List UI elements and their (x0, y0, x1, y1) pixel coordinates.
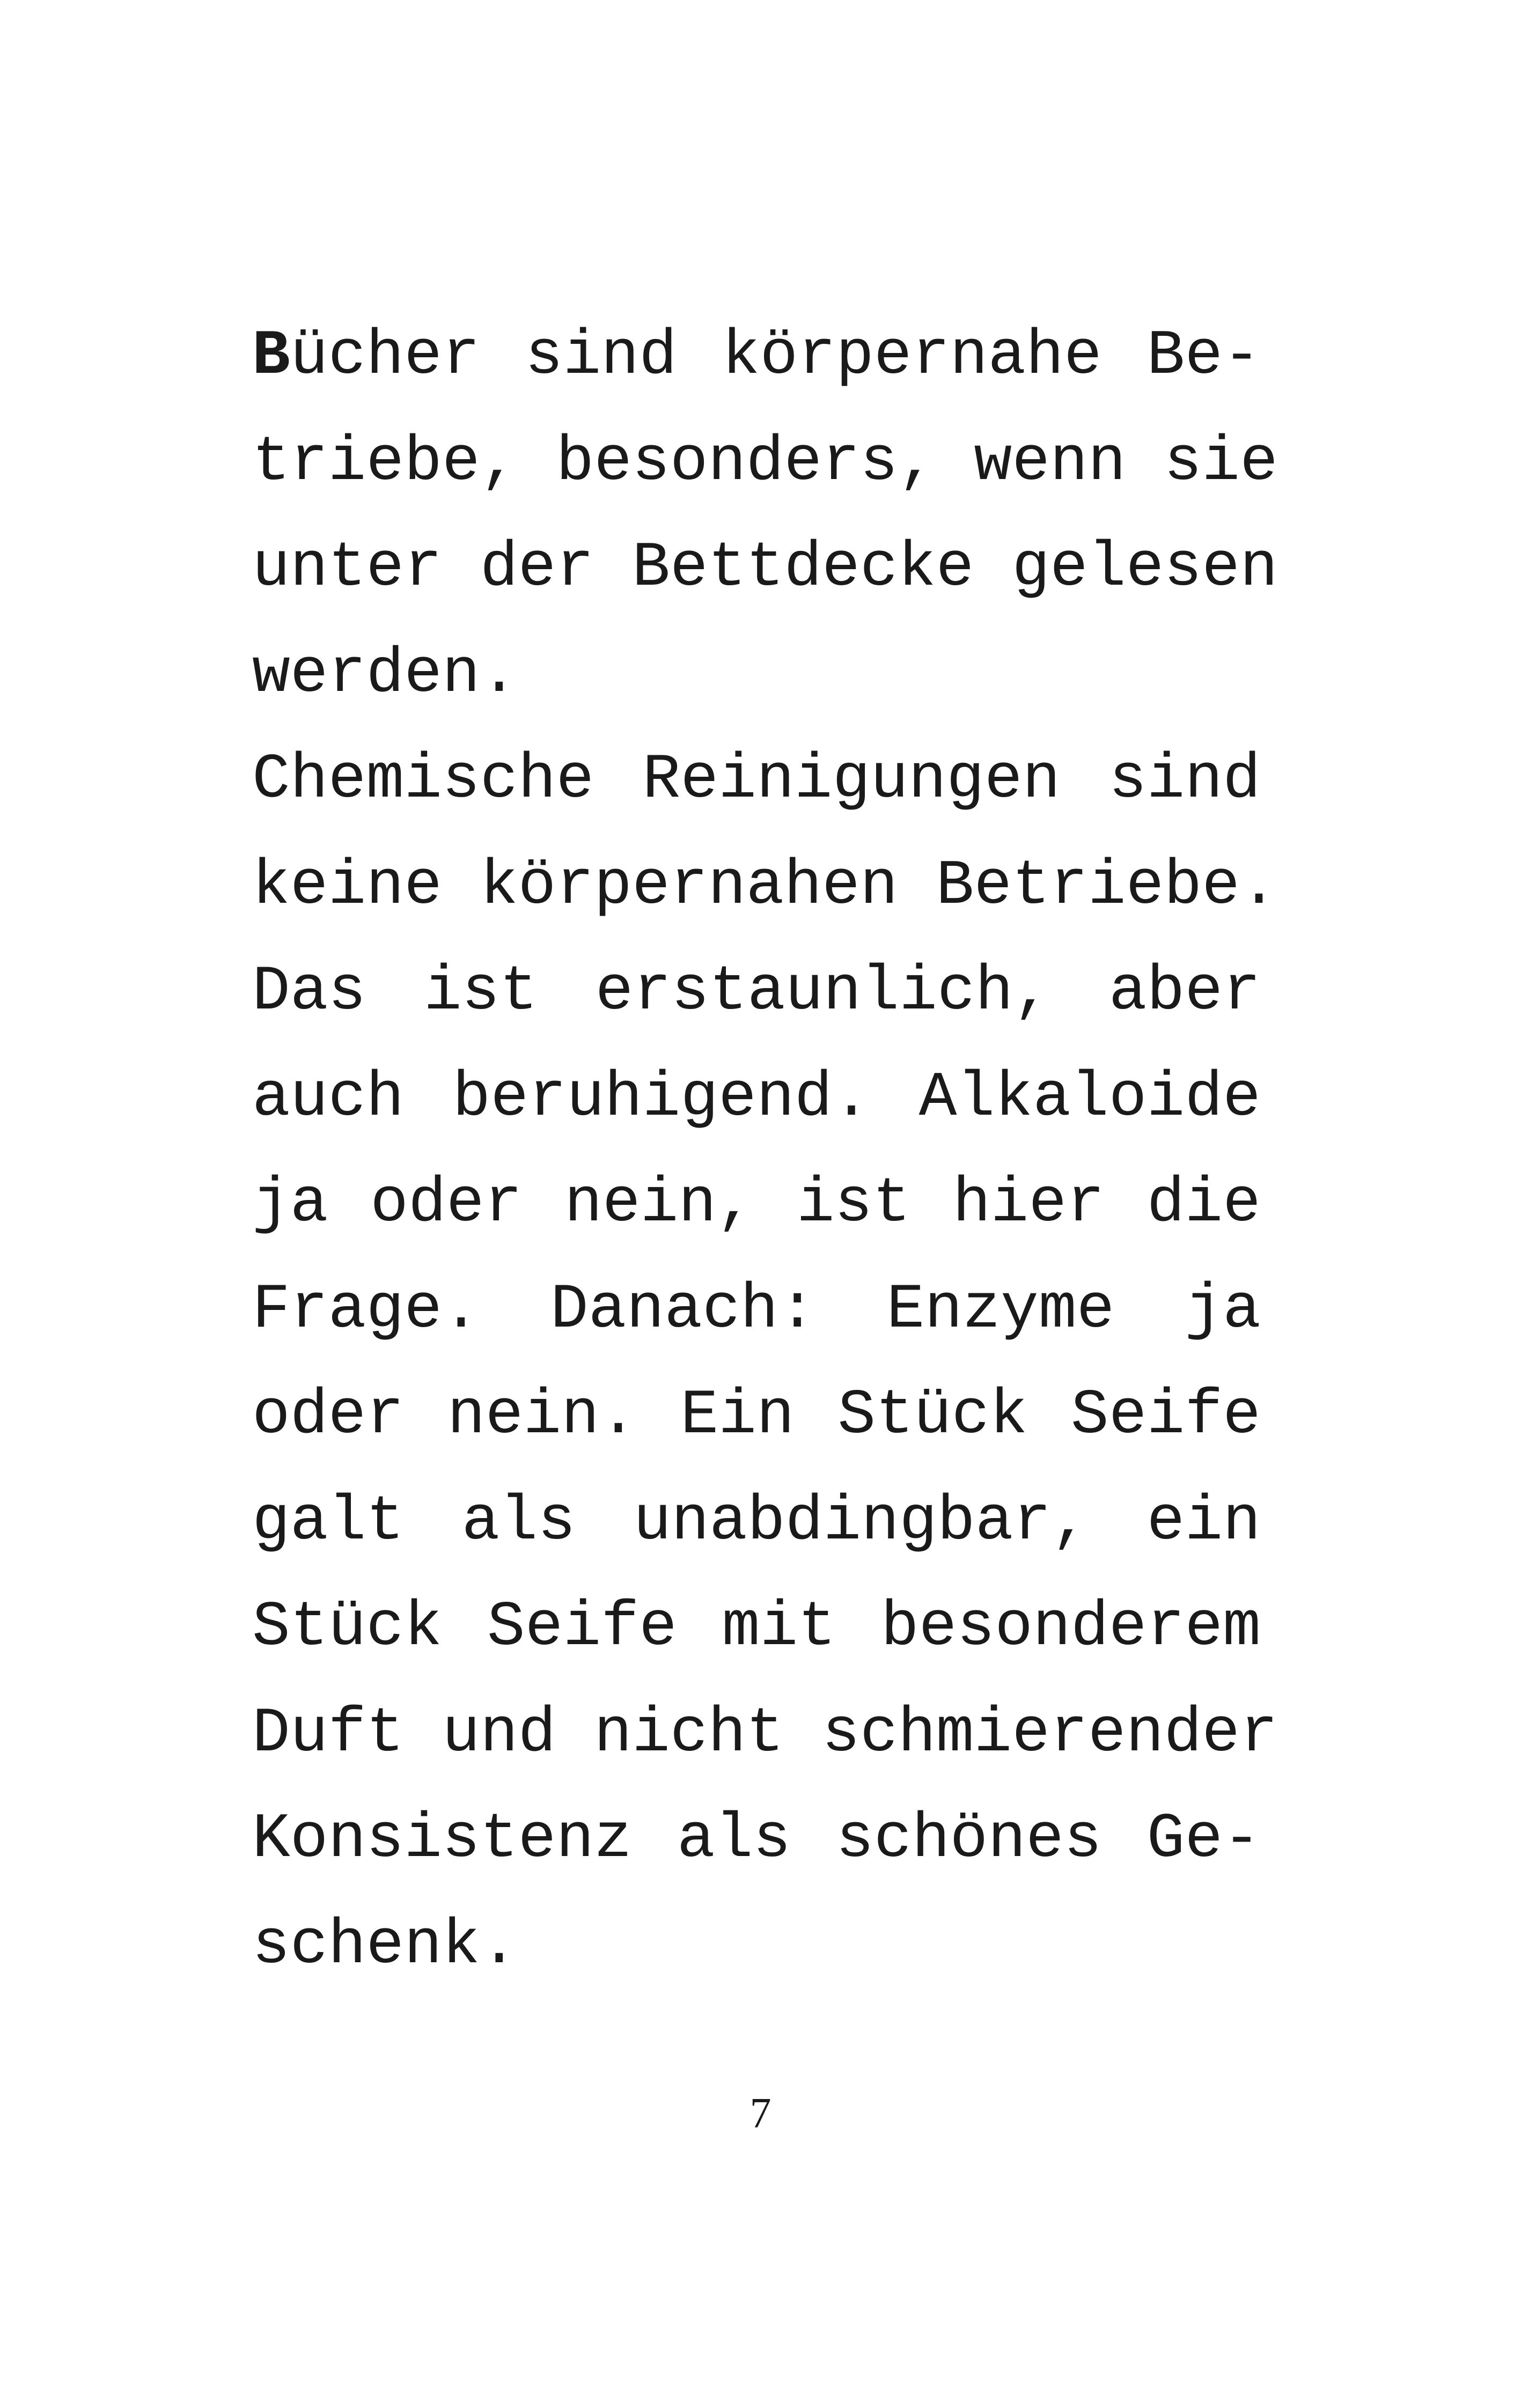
body-text (252, 321, 1278, 2017)
text-line: werden. (252, 638, 518, 710)
text-line: Chemische Reinigungen sind (252, 745, 1261, 816)
line-text: ücher sind körpernahe Be- (290, 321, 1261, 392)
text-line: keine körpernahen Betriebe. (252, 850, 1278, 922)
text-line: Stück Seife mit besonderem (252, 1592, 1261, 1663)
initial-letter: B (252, 321, 290, 392)
text-line: galt als unabdingbar, ein (252, 1486, 1261, 1558)
text-line: Frage. Danach: Enzyme ja (252, 1274, 1261, 1346)
text-line: Das ist erstaunlich, aber (252, 956, 1261, 1028)
text-line: auch beruhigend. Alkaloide (252, 1062, 1261, 1134)
text-line (252, 322, 1261, 428)
text-line: triebe, besonders, wenn sie (252, 426, 1278, 498)
text-line: oder nein. Ein Stück Seife (252, 1380, 1261, 1452)
text-line: unter der Bettdecke gelesen (252, 533, 1278, 604)
page-number: 7 (750, 2090, 771, 2137)
text-line: schenk. (252, 1910, 518, 1982)
text-line: ja oder nein, ist hier die (252, 1168, 1261, 1240)
text-line: Duft und nicht schmierender (252, 1698, 1278, 1770)
text-line: Konsistenz als schönes Ge- (252, 1804, 1261, 1875)
